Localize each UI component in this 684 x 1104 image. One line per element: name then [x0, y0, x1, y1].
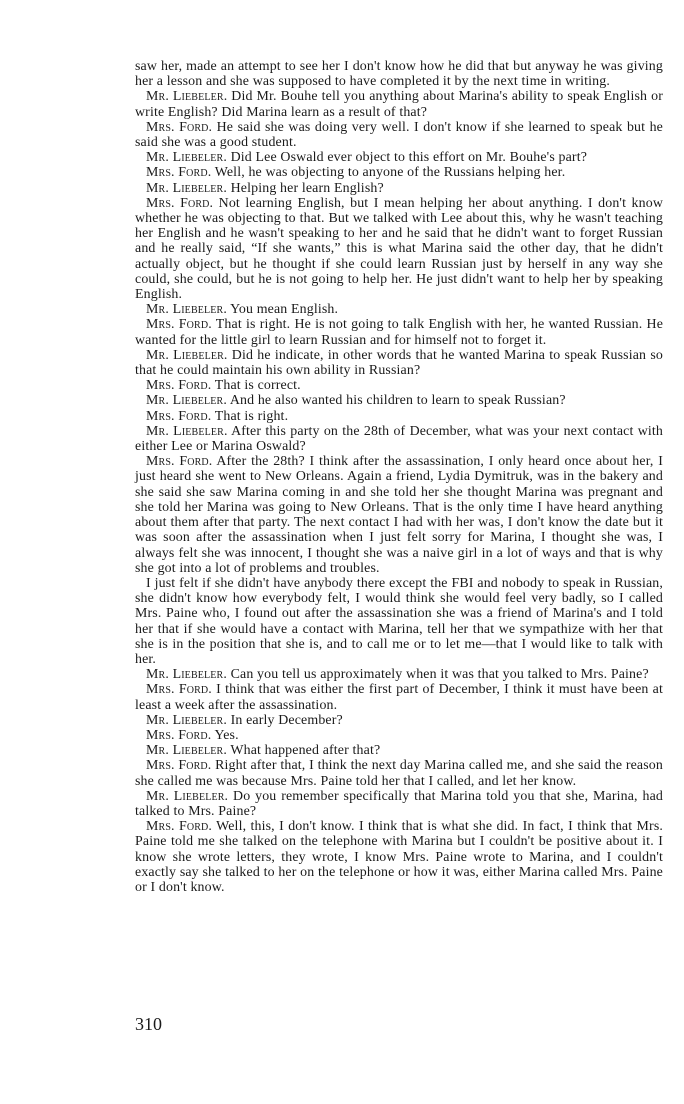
testimony-text — [135, 59, 663, 895]
testimony-paragraph — [135, 728, 663, 743]
speaker-name: Mrs. Ford. — [146, 454, 213, 470]
paragraph-text: After this party on the 28th of December, what was your next contact with either Lee or Marina Oswald? — [135, 423, 664, 455]
paragraph-text: What happened after that? — [230, 743, 381, 759]
speaker-name: Mr. Liebeler. — [146, 150, 227, 166]
paragraph-text: You mean English. — [230, 302, 339, 318]
paragraph-text: Did Mr. Bouhe tell you anything about Marina's ability to speak English or write English? Did Marina learn as a result of that? — [135, 89, 663, 120]
paragraph-text: Did Lee Oswald ever object to this effort on Mr. Bouhe's part? — [230, 150, 588, 166]
paragraph-text: Not learning English, but I mean helping her about anything. I don't know whether he was objecting to that. But we talked with Lee about this, why he wasn't teaching her English and he wasn't speaking to her and he said that he didn't want to forget Russian and he really said, “If she wants,” this is what Marina said the other day, that he didn't actually object, but he thought if she could learn Russian just by herself in any way she could, she could, but he is not going to help her. He just didn't want to help her by speaking English. — [135, 195, 663, 303]
speaker-name: Mrs. Ford. — [146, 119, 213, 135]
speaker-name: Mr. Liebeler. — [146, 712, 227, 728]
testimony-paragraph — [135, 393, 663, 408]
testimony-paragraph — [135, 89, 663, 119]
paragraph-text: Helping her learn English? — [230, 180, 384, 196]
speaker-name: Mr. Liebeler. — [146, 347, 228, 363]
paragraph-text: That is correct. — [214, 378, 301, 394]
testimony-paragraph — [135, 196, 663, 302]
testimony-paragraph — [135, 454, 663, 576]
testimony-paragraph — [135, 317, 663, 347]
testimony-paragraph — [135, 302, 663, 317]
paragraph-text: Yes. — [214, 727, 239, 743]
testimony-paragraph — [135, 348, 663, 378]
testimony-paragraph — [135, 59, 663, 89]
page-number: 310 — [135, 1014, 162, 1034]
paragraph-text: Do you remember specifically that Marina told you that she, Marina, had talked to Mrs. Paine? — [135, 788, 663, 819]
speaker-name: Mrs. Ford. — [146, 195, 214, 211]
paragraph-text: In early December? — [230, 712, 343, 728]
speaker-name: Mr. Liebeler. — [146, 423, 228, 439]
speaker-name: Mrs. Ford. — [146, 758, 212, 774]
speaker-name: Mrs. Ford. — [146, 165, 212, 181]
speaker-name: Mr. Liebeler. — [146, 89, 228, 105]
testimony-paragraph — [135, 789, 663, 819]
paragraph-text: He said she was doing very well. I don't know if she learned to speak but he said she was a good student. — [135, 119, 663, 151]
speaker-name: Mr. Liebeler. — [146, 788, 229, 804]
paragraph-text: That is right. — [214, 408, 289, 424]
speaker-name: Mrs. Ford. — [146, 682, 212, 698]
speaker-name: Mrs. Ford. — [146, 819, 213, 835]
testimony-paragraph — [135, 682, 663, 712]
paragraph-text: Well, he was objecting to anyone of the Russians helping her. — [214, 165, 566, 181]
paragraph-text: I think that was either the first part of December, I think it must have been at least a week after the assassination. — [135, 682, 664, 713]
testimony-paragraph — [135, 713, 663, 728]
testimony-paragraph — [135, 743, 663, 758]
paragraph-text: After the 28th? I think after the assassination, I only heard once about her, I just heard she went to New Orleans. Again a friend, Lydia Dymitruk, was in the bakery and she said she saw Marina coming in and she told her she thought Marina was pregnant and she told her Marina was going to New Orleans. That is the only time I have heard anything about them after that party. The next contact I had with her was, I don't know the date but it was soon after the assassination when I just felt sorry for Marina, I thought she was, I always felt she was innocent, I thought she was a naive girl in a lot of ways and that is why she got into a lot of problems and troubles. — [135, 454, 664, 576]
paragraph-text: Well, this, I don't know. I think that is what she did. In fact, I think that Mrs. Paine told me she talked on the telephone with Marina but I couldn't be positive about it. I know she wrote letters, they wrote, I know Mrs. Paine wrote to Marina, and I couldn't exactly say she talked to her on the telephone or how it was, either Marina called Mrs. Paine or I don't know. — [135, 819, 663, 895]
speaker-name: Mr. Liebeler. — [146, 667, 227, 683]
testimony-paragraph — [135, 819, 663, 895]
paragraph-text: saw her, made an attempt to see her I don't know how he did that but anyway he was giving her a lesson and she was supposed to have completed it by the next time in writing. — [135, 59, 663, 90]
speaker-name: Mr. Liebeler. — [146, 302, 227, 318]
testimony-paragraph — [135, 667, 663, 682]
speaker-name: Mrs. Ford. — [146, 408, 212, 424]
paragraph-text: And he also wanted his children to learn to speak Russian? — [229, 393, 566, 409]
paragraph-text: That is right. He is not going to talk English with her, he wanted Russian. He wanted for the little girl to learn Russian and for himself not to forget it. — [135, 317, 664, 348]
testimony-paragraph — [135, 165, 663, 180]
testimony-paragraph — [135, 424, 663, 454]
speaker-name: Mrs. Ford. — [146, 727, 212, 743]
testimony-paragraph — [135, 150, 663, 165]
speaker-name: Mr. Liebeler. — [146, 180, 227, 196]
speaker-name: Mr. Liebeler. — [146, 743, 227, 759]
testimony-paragraph — [135, 409, 663, 424]
paragraph-text: Right after that, I think the next day Marina called me, and she said the reason she called me was because Mrs. Paine told her that I called, and let her know. — [135, 758, 663, 789]
testimony-paragraph — [135, 576, 663, 667]
paragraph-text: Did he indicate, in other words that he wanted Marina to speak Russian so that he could maintain his own ability in Russian? — [135, 347, 663, 379]
speaker-name: Mr. Liebeler. — [146, 393, 227, 409]
paragraph-text: I just felt if she didn't have anybody there except the FBI and nobody to speak in Russian, she didn't know how everybody felt, I would think she would feel very badly, so I called Mrs. Paine who, I found out after the assassination she was a friend of Marina's and I told her that if she would have a contact with Marina, tell her that we sympathize with her that she is in the position that she is, and to call me or to let me—that I would like to talk with her. — [135, 575, 663, 667]
testimony-paragraph — [135, 120, 663, 150]
testimony-paragraph — [135, 181, 663, 196]
speaker-name: Mrs. Ford. — [146, 378, 212, 394]
paragraph-text: Can you tell us approximately when it was that you talked to Mrs. Paine? — [230, 667, 649, 683]
testimony-paragraph — [135, 758, 663, 788]
testimony-paragraph — [135, 378, 663, 393]
speaker-name: Mrs. Ford. — [146, 317, 212, 333]
